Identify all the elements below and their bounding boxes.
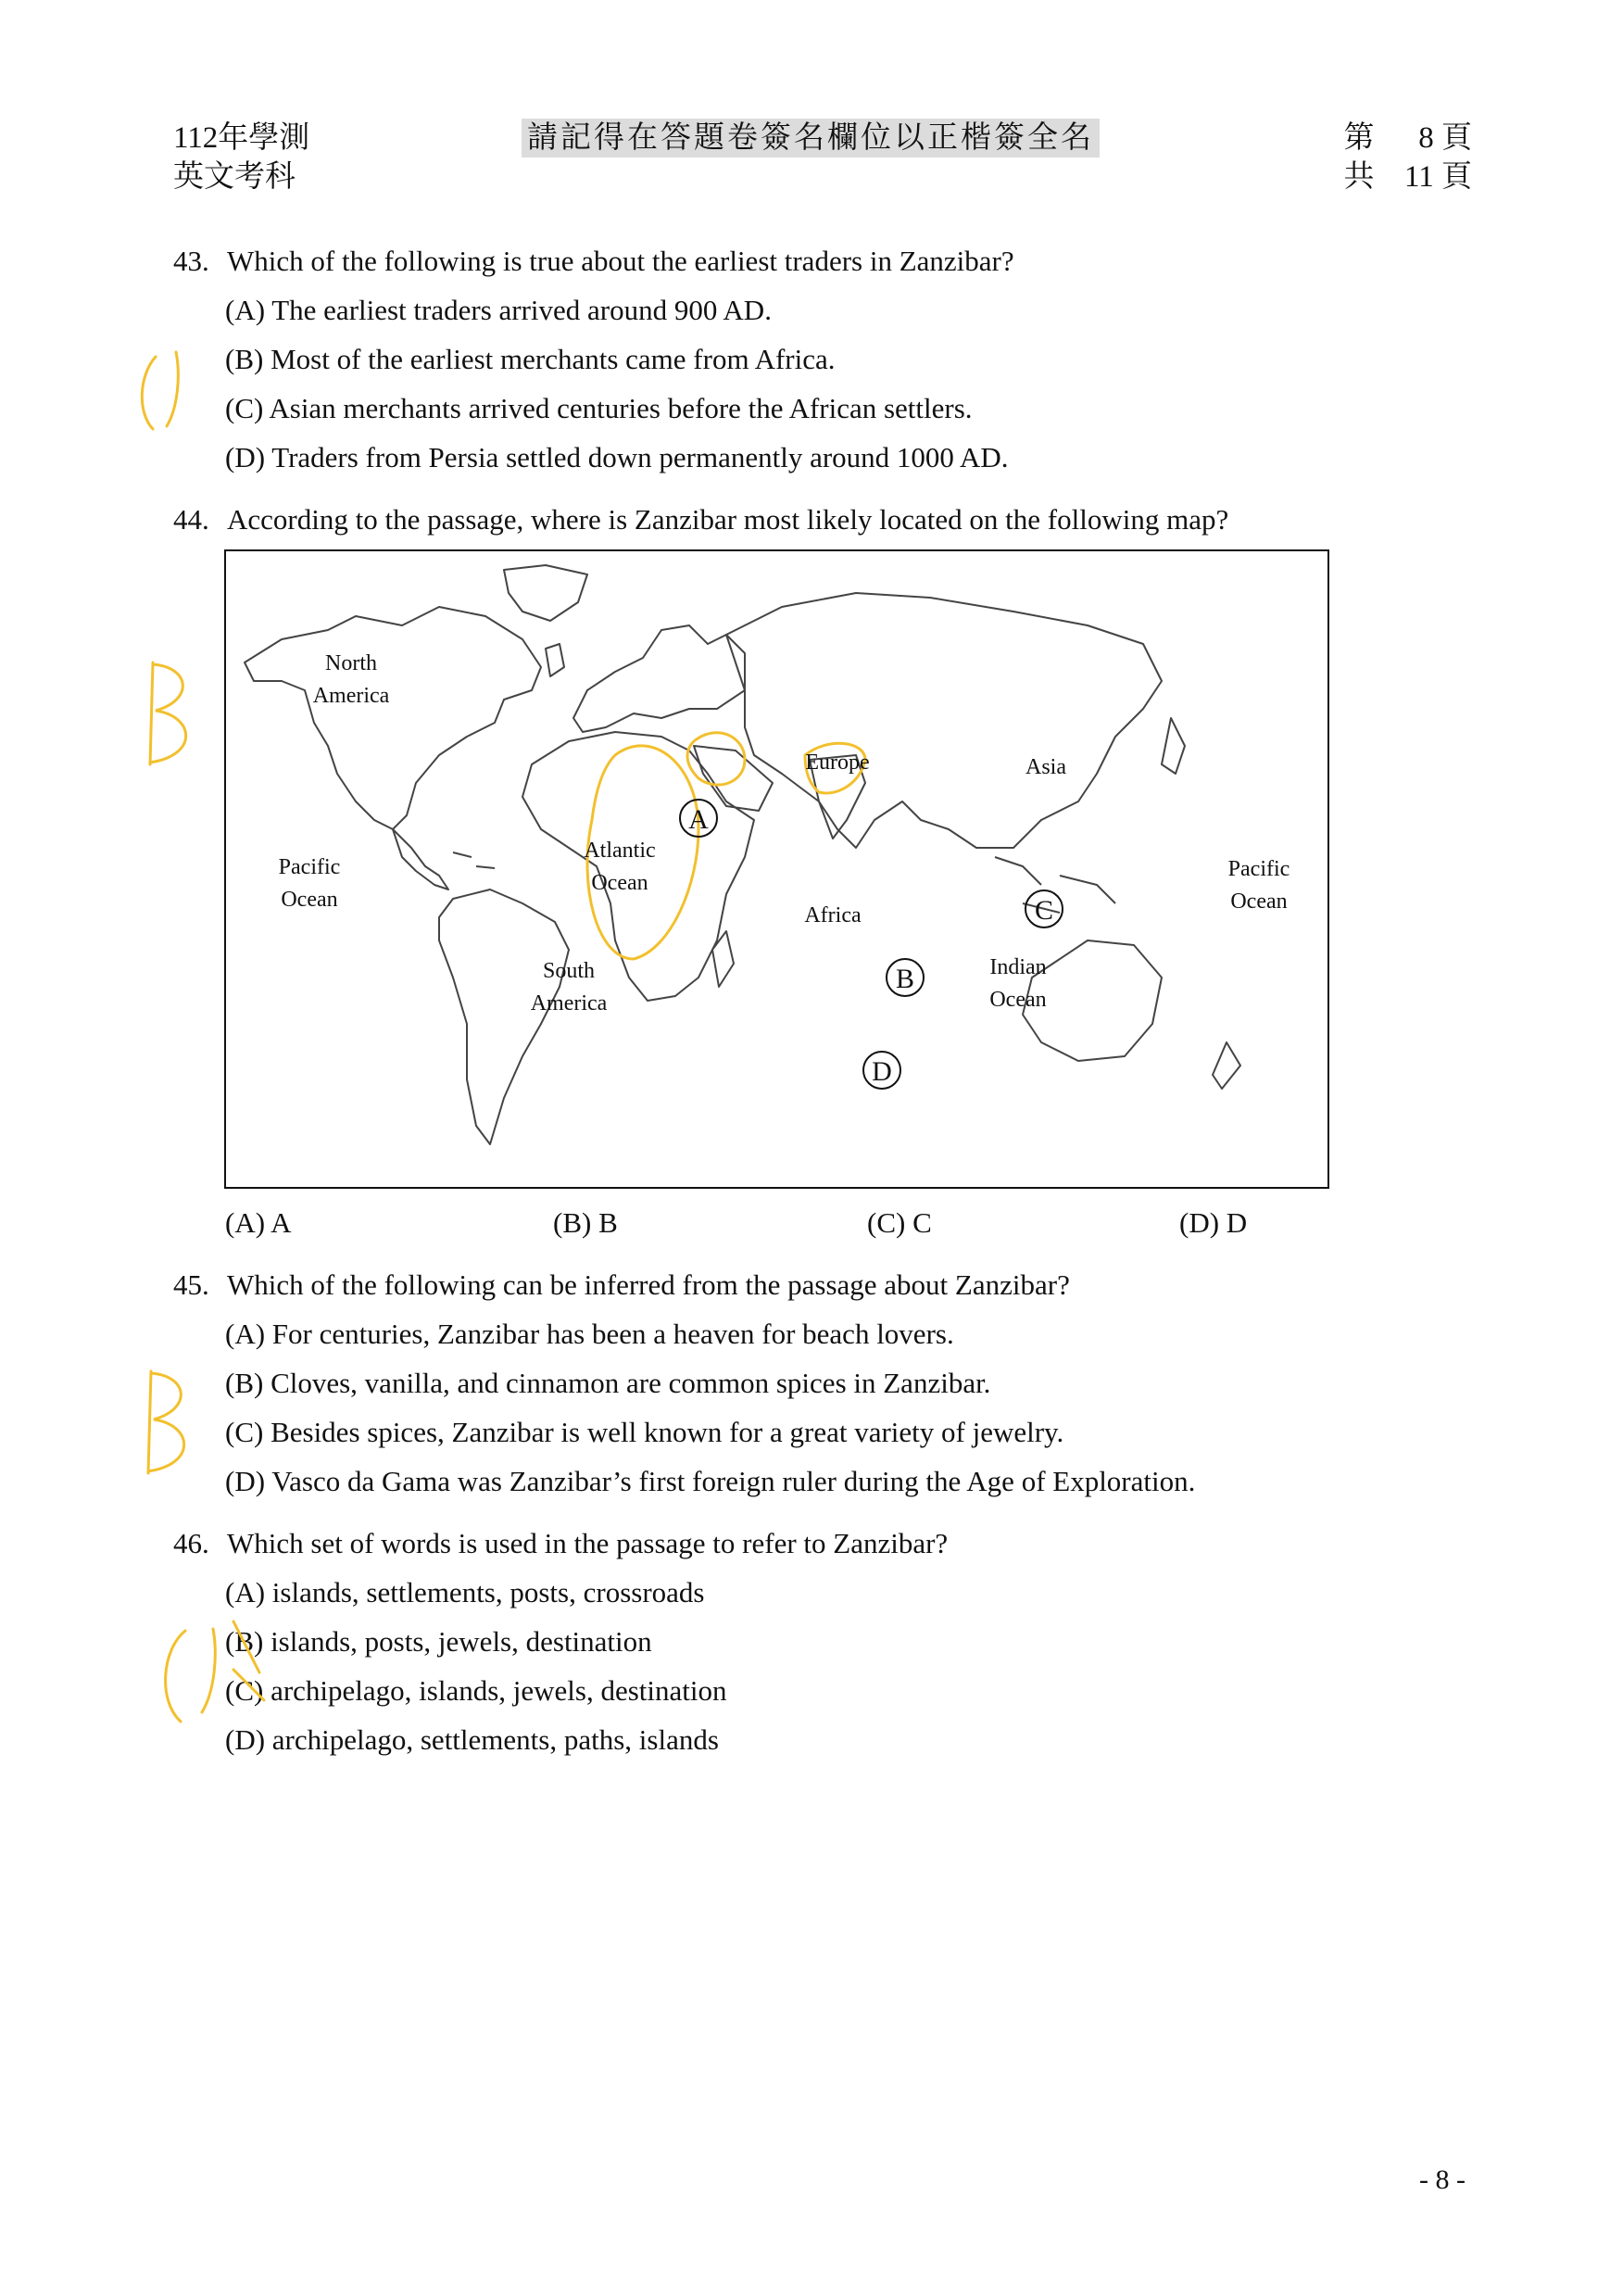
q45-option-a[interactable]: (A) For centuries, Zanzibar has been a heaven for beach lovers. [225, 1318, 954, 1350]
q46-option-b[interactable]: (B) islands, posts, jewels, destination [225, 1625, 652, 1658]
question-45 [173, 1267, 1070, 1304]
exam-title: 112年學測 [173, 121, 310, 155]
handwritten-answer-44 [139, 653, 213, 774]
southeast-asia-islands-outline [995, 857, 1115, 913]
q46-option-a[interactable]: (A) islands, settlements, posts, crossroads [225, 1576, 705, 1608]
exam-header-left [173, 119, 309, 196]
central-america-outline [393, 829, 448, 889]
marker-b: B [895, 964, 915, 994]
page-word: 頁 [1441, 121, 1472, 155]
q43-option-c[interactable]: (C) Asian merchants arrived centuries before the African settlers. [225, 392, 973, 424]
page-current: 8 [1418, 121, 1434, 155]
new-zealand-outline [1213, 1042, 1240, 1089]
world-map-drawing [226, 551, 1327, 1187]
marker-d: D [872, 1056, 892, 1087]
label-north-america-2: America [312, 684, 390, 708]
q44-option-b[interactable]: (B) B [553, 1206, 618, 1239]
q43-option-d[interactable]: (D) Traders from Persia settled down permanently around 1000 AD. [225, 441, 1009, 473]
label-pacific-left-1: Pacific [278, 855, 341, 879]
page-total: 11 [1403, 160, 1434, 194]
question-number: 46. [173, 1527, 209, 1559]
japan-outline [1162, 718, 1185, 774]
question-number: 44. [173, 503, 209, 536]
label-indian-ocean-1: Indian [989, 955, 1047, 979]
total-word: 頁 [1441, 160, 1472, 194]
question-number: 43. [173, 245, 209, 277]
total-prefix: 共 [1343, 160, 1375, 194]
marker-a: A [688, 804, 709, 835]
label-africa: Africa [804, 903, 862, 927]
q44-option-a[interactable]: (A) A [225, 1206, 292, 1239]
madagascar-outline [712, 931, 734, 987]
question-text: Which of the following is true about the earliest traders in Zanzibar? [227, 245, 1014, 277]
q44-option-c[interactable]: (C) C [867, 1206, 932, 1239]
signature-notice: 請記得在答題卷簽名欄位以正楷簽全名 [522, 119, 1100, 158]
label-indian-ocean-2: Ocean [989, 988, 1047, 1012]
strike-mark-b [233, 1670, 264, 1700]
label-south-america-1: South [542, 959, 596, 983]
q43-option-b[interactable]: (B) Most of the earliest merchants came from Africa. [225, 343, 836, 375]
north-america-outline [245, 607, 541, 829]
q45-option-b[interactable]: (B) Cloves, vanilla, and cinnamon are common spices in Zanzibar. [225, 1367, 991, 1399]
question-text: Which of the following can be inferred from the passage about Zanzibar? [227, 1268, 1070, 1301]
handwritten-answer-46 [148, 1612, 278, 1733]
question-43 [173, 243, 1014, 280]
exam-subject: 英文考科 [173, 160, 296, 194]
europe-outline [573, 625, 745, 732]
question-46 [173, 1525, 948, 1562]
handwritten-answer-45 [137, 1362, 211, 1482]
world-map [224, 549, 1329, 1189]
label-pacific-left-2: Ocean [281, 888, 338, 912]
greenland-outline [504, 565, 587, 621]
label-north-america-1: North [325, 651, 377, 675]
q44-option-d[interactable]: (D) D [1179, 1206, 1248, 1239]
q46-option-d[interactable]: (D) archipelago, settlements, paths, islands [225, 1723, 719, 1756]
question-text: According to the passage, where is Zanzibar most likely located on the following map? [227, 503, 1229, 536]
q43-option-a[interactable]: (A) The earliest traders arrived around 900 AD. [225, 294, 772, 326]
q45-option-d[interactable]: (D) Vasco da Gama was Zanzibar’s first foreign ruler during the Age of Exploration. [225, 1465, 1196, 1497]
south-america-outline [439, 889, 569, 1144]
label-europe: Europe [805, 751, 870, 775]
question-44 [173, 501, 1228, 538]
page-footer: - 8 - [1419, 2164, 1466, 2195]
label-asia: Asia [1025, 755, 1066, 779]
question-number: 45. [173, 1268, 209, 1301]
question-text: Which set of words is used in the passage to refer to Zanzibar? [227, 1527, 949, 1559]
strike-mark-a [233, 1621, 259, 1672]
q46-option-c[interactable]: (C) archipelago, islands, jewels, destination [225, 1674, 727, 1707]
page-counter [1344, 119, 1473, 196]
label-atlantic-2: Ocean [591, 871, 648, 895]
handwritten-answer-43 [130, 338, 213, 440]
label-atlantic-1: Atlantic [584, 839, 656, 863]
marker-c: C [1034, 895, 1054, 926]
label-pacific-right-2: Ocean [1230, 889, 1288, 914]
label-pacific-right-1: Pacific [1227, 857, 1290, 881]
q45-option-c[interactable]: (C) Besides spices, Zanzibar is well known for a great variety of jewelry. [225, 1416, 1064, 1448]
caribbean-outline [453, 852, 495, 868]
page-prefix: 第 [1343, 121, 1375, 155]
label-south-america-2: America [530, 991, 608, 1016]
asia-outline [726, 593, 1162, 848]
british-isles-outline [546, 644, 564, 676]
